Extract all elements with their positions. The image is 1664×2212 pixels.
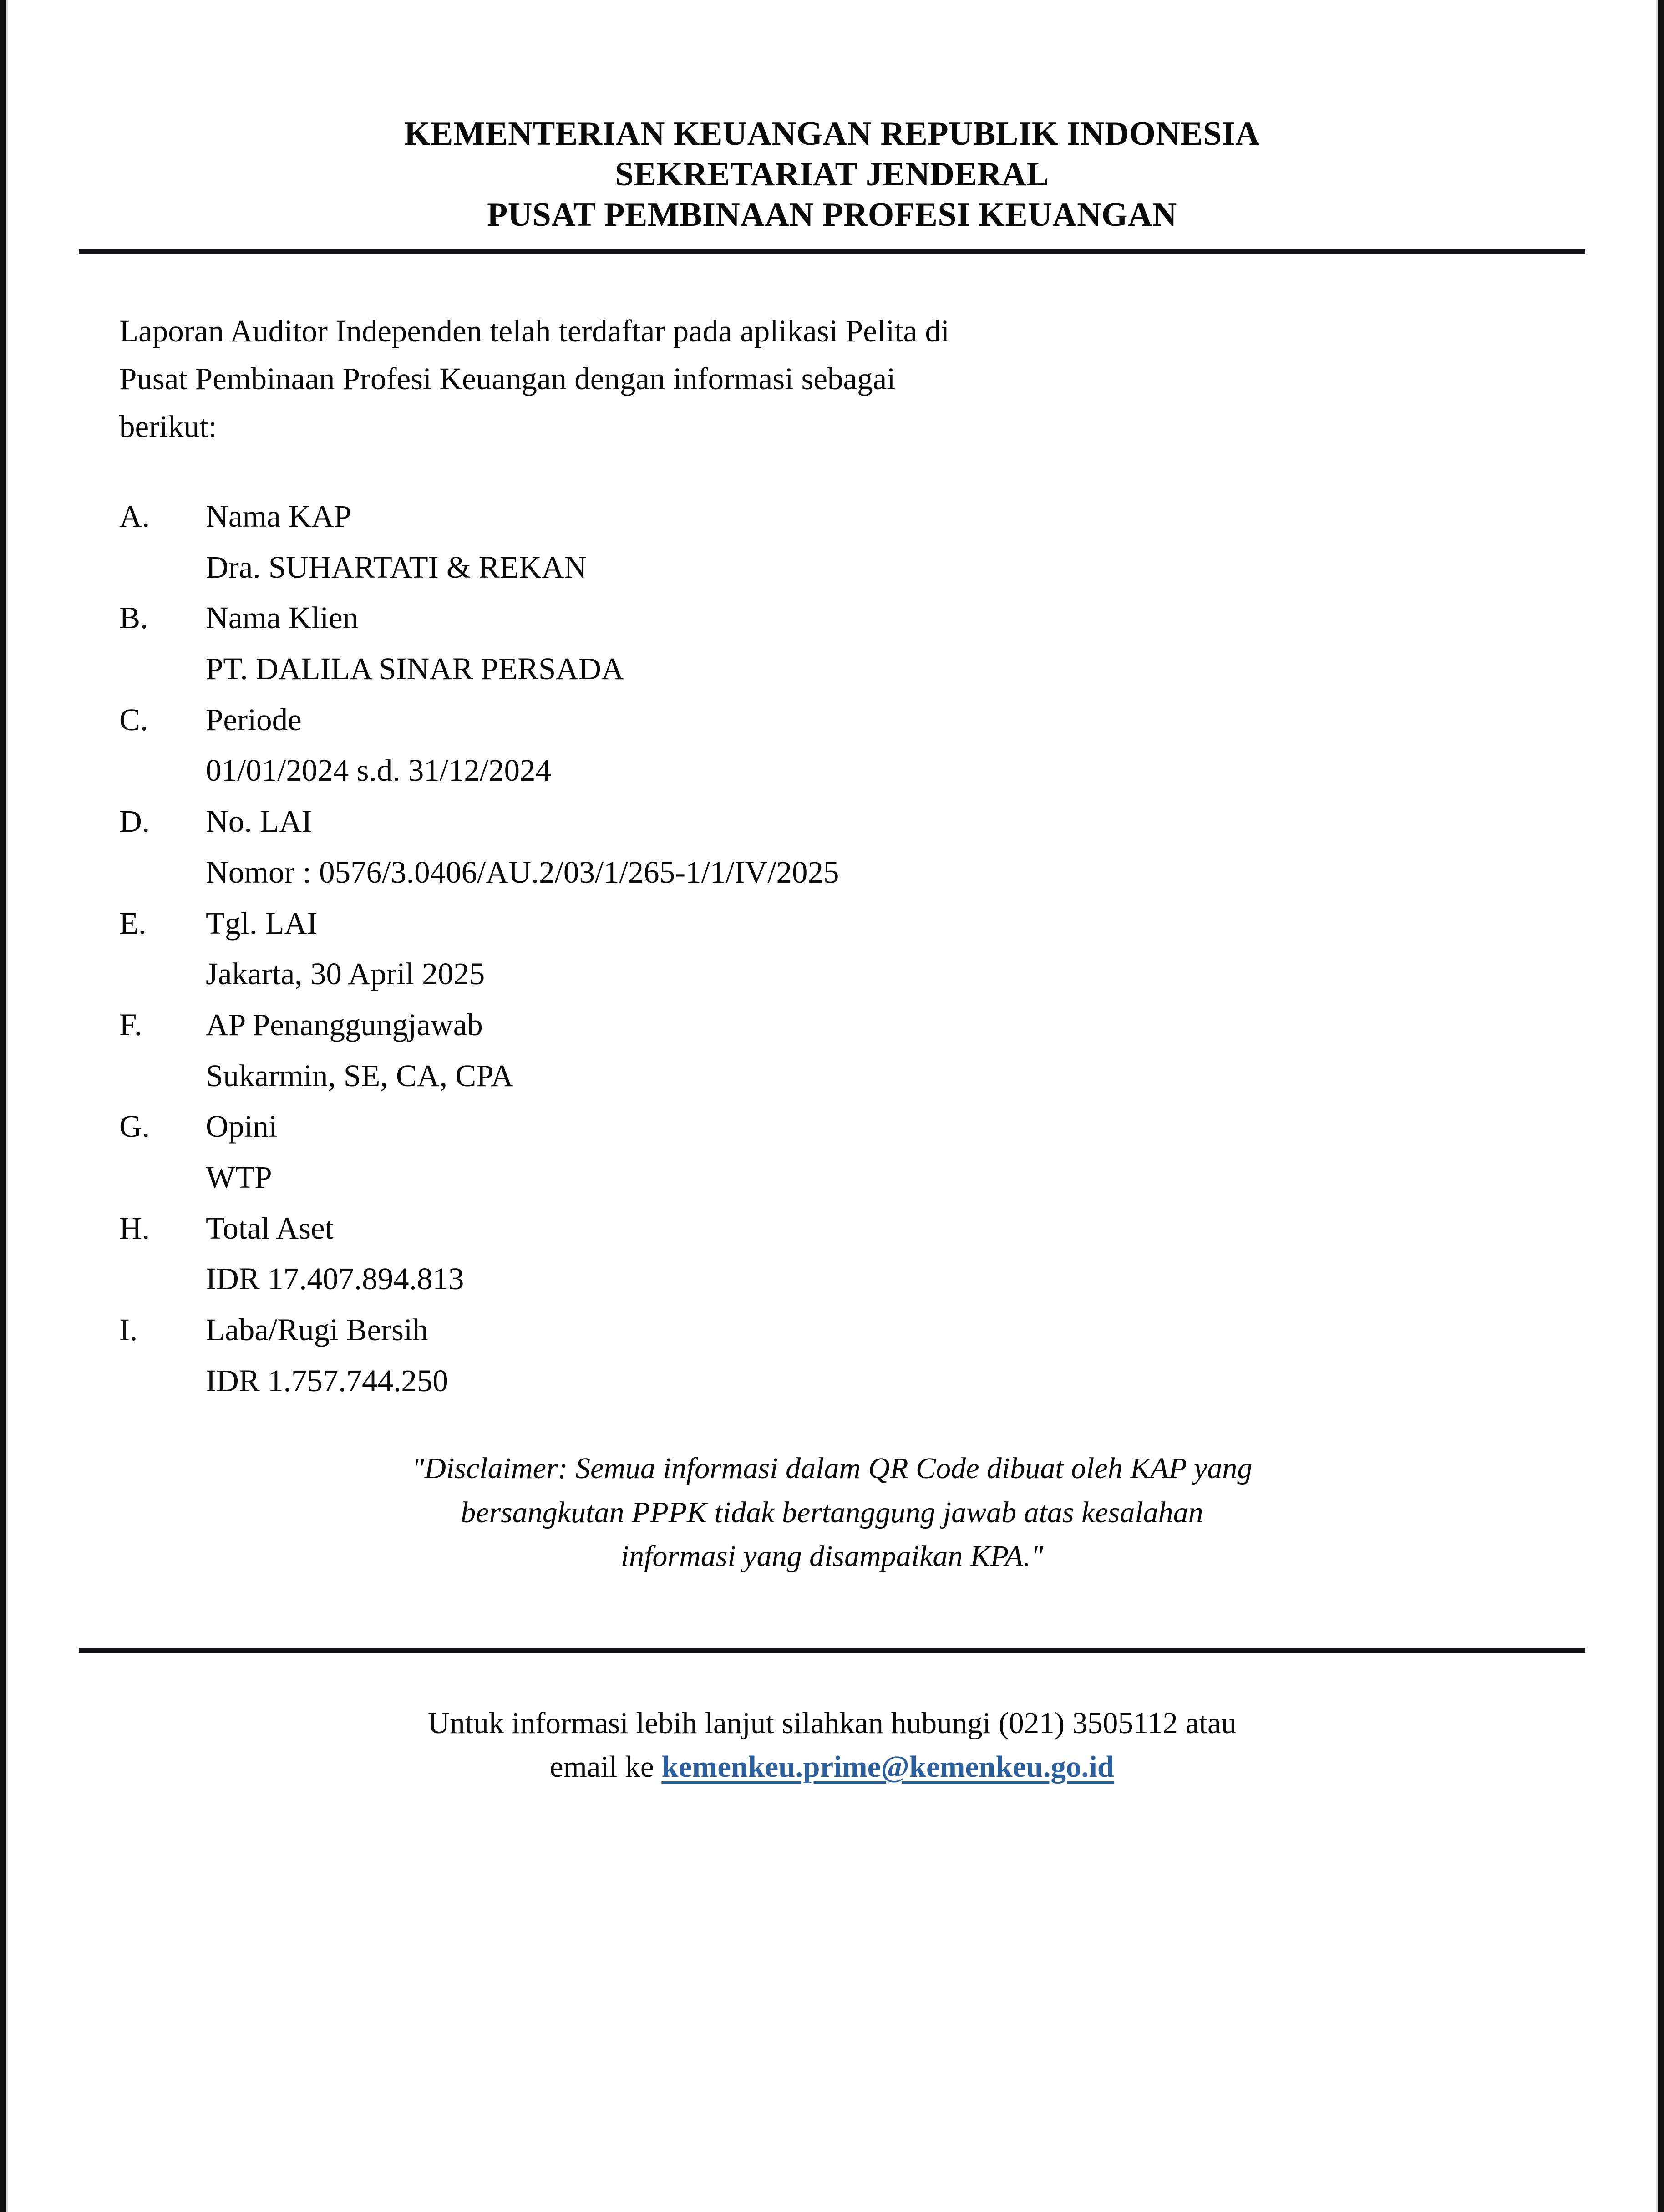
info-item-letter: E. (119, 905, 147, 941)
info-item-label: Total Aset (206, 1210, 334, 1246)
info-item-label: Nama Klien (206, 600, 359, 636)
header-line-center: PUSAT PEMBINAAN PROFESI KEUANGAN (487, 196, 1177, 234)
info-item-letter: G. (119, 1109, 150, 1144)
info-item-value: WTP (206, 1159, 272, 1195)
document-page (8, 0, 1656, 2212)
info-row (119, 1208, 1656, 1249)
info-item-letter: B. (119, 600, 148, 636)
info-item-value: IDR 1.757.744.250 (206, 1363, 448, 1398)
page-gutter-left (0, 0, 6, 2212)
info-row (119, 801, 1656, 842)
info-item-value: Sukarmin, SE, CA, CPA (206, 1058, 514, 1093)
info-row (119, 598, 1656, 639)
info-item-letter: F. (119, 1007, 142, 1042)
info-row (119, 1005, 1656, 1046)
info-item-label: Periode (206, 702, 302, 737)
header-line-secretariat: SEKRETARIAT JENDERAL (615, 155, 1049, 193)
info-item-value: IDR 17.407.894.813 (206, 1261, 464, 1297)
registration-info-list (8, 496, 1656, 1401)
disclaimer-line-3: informasi yang disampaikan KPA." (620, 1540, 1044, 1573)
info-item-value: Nomor : 0576/3.0406/AU.2/03/1/265-1/1/IV/2025 (206, 854, 839, 890)
disclaimer-block (218, 1447, 1446, 1578)
info-item-label: Tgl. LAI (206, 905, 318, 941)
footer-email-prefix: email ke (549, 1749, 662, 1784)
info-item-label: Laba/Rugi Bersih (206, 1312, 428, 1348)
info-item-label: Nama KAP (206, 499, 352, 534)
info-item-letter: C. (119, 702, 148, 737)
info-item-value: PT. DALILA SINAR PERSADA (206, 651, 624, 686)
info-item-label: No. LAI (206, 804, 312, 839)
info-row (119, 903, 1656, 944)
footer-contact-line: Untuk informasi lebih lanjut silahkan hubungi (021) 3505112 atau (427, 1706, 1237, 1740)
info-item-letter: A. (119, 499, 150, 534)
document-footer (8, 1702, 1656, 1788)
info-row (119, 496, 1656, 537)
footer-divider-rule (79, 1648, 1585, 1653)
info-item-label: AP Penanggungjawab (206, 1007, 483, 1042)
info-row (119, 700, 1656, 741)
info-item-value: Dra. SUHARTATI & REKAN (206, 549, 587, 585)
info-item-letter: D. (119, 804, 150, 839)
footer-email-line (8, 1745, 1656, 1789)
header-divider-rule (79, 249, 1585, 254)
page-gutter-right (1658, 0, 1664, 2212)
info-row (119, 1310, 1656, 1351)
intro-paragraph (8, 307, 1656, 451)
info-row (119, 1106, 1656, 1147)
disclaimer-line-1: "Disclaimer: Semua informasi dalam QR Code dibuat oleh KAP yang (411, 1452, 1253, 1485)
header-line-ministry: KEMENTERIAN KEUANGAN REPUBLIK INDONESIA (404, 115, 1260, 153)
intro-line-3: berikut: (119, 409, 217, 444)
info-item-value: 01/01/2024 s.d. 31/12/2024 (206, 753, 552, 788)
info-item-label: Opini (206, 1109, 278, 1144)
footer-email-link[interactable]: kemenkeu.prime@kemenkeu.go.id (661, 1749, 1115, 1784)
page-edge-right (1656, 0, 1658, 2212)
document-header (8, 0, 1656, 235)
info-item-letter: H. (119, 1210, 150, 1246)
intro-line-2: Pusat Pembinaan Profesi Keuangan dengan informasi sebagai (119, 361, 896, 397)
disclaimer-line-2: bersangkutan PPPK tidak bertanggung jawab atas kesalahan (461, 1495, 1203, 1529)
intro-line-1: Laporan Auditor Independen telah terdaftar pada aplikasi Pelita di (119, 314, 949, 349)
info-item-letter: I. (119, 1312, 138, 1348)
info-item-value: Jakarta, 30 April 2025 (206, 956, 485, 992)
